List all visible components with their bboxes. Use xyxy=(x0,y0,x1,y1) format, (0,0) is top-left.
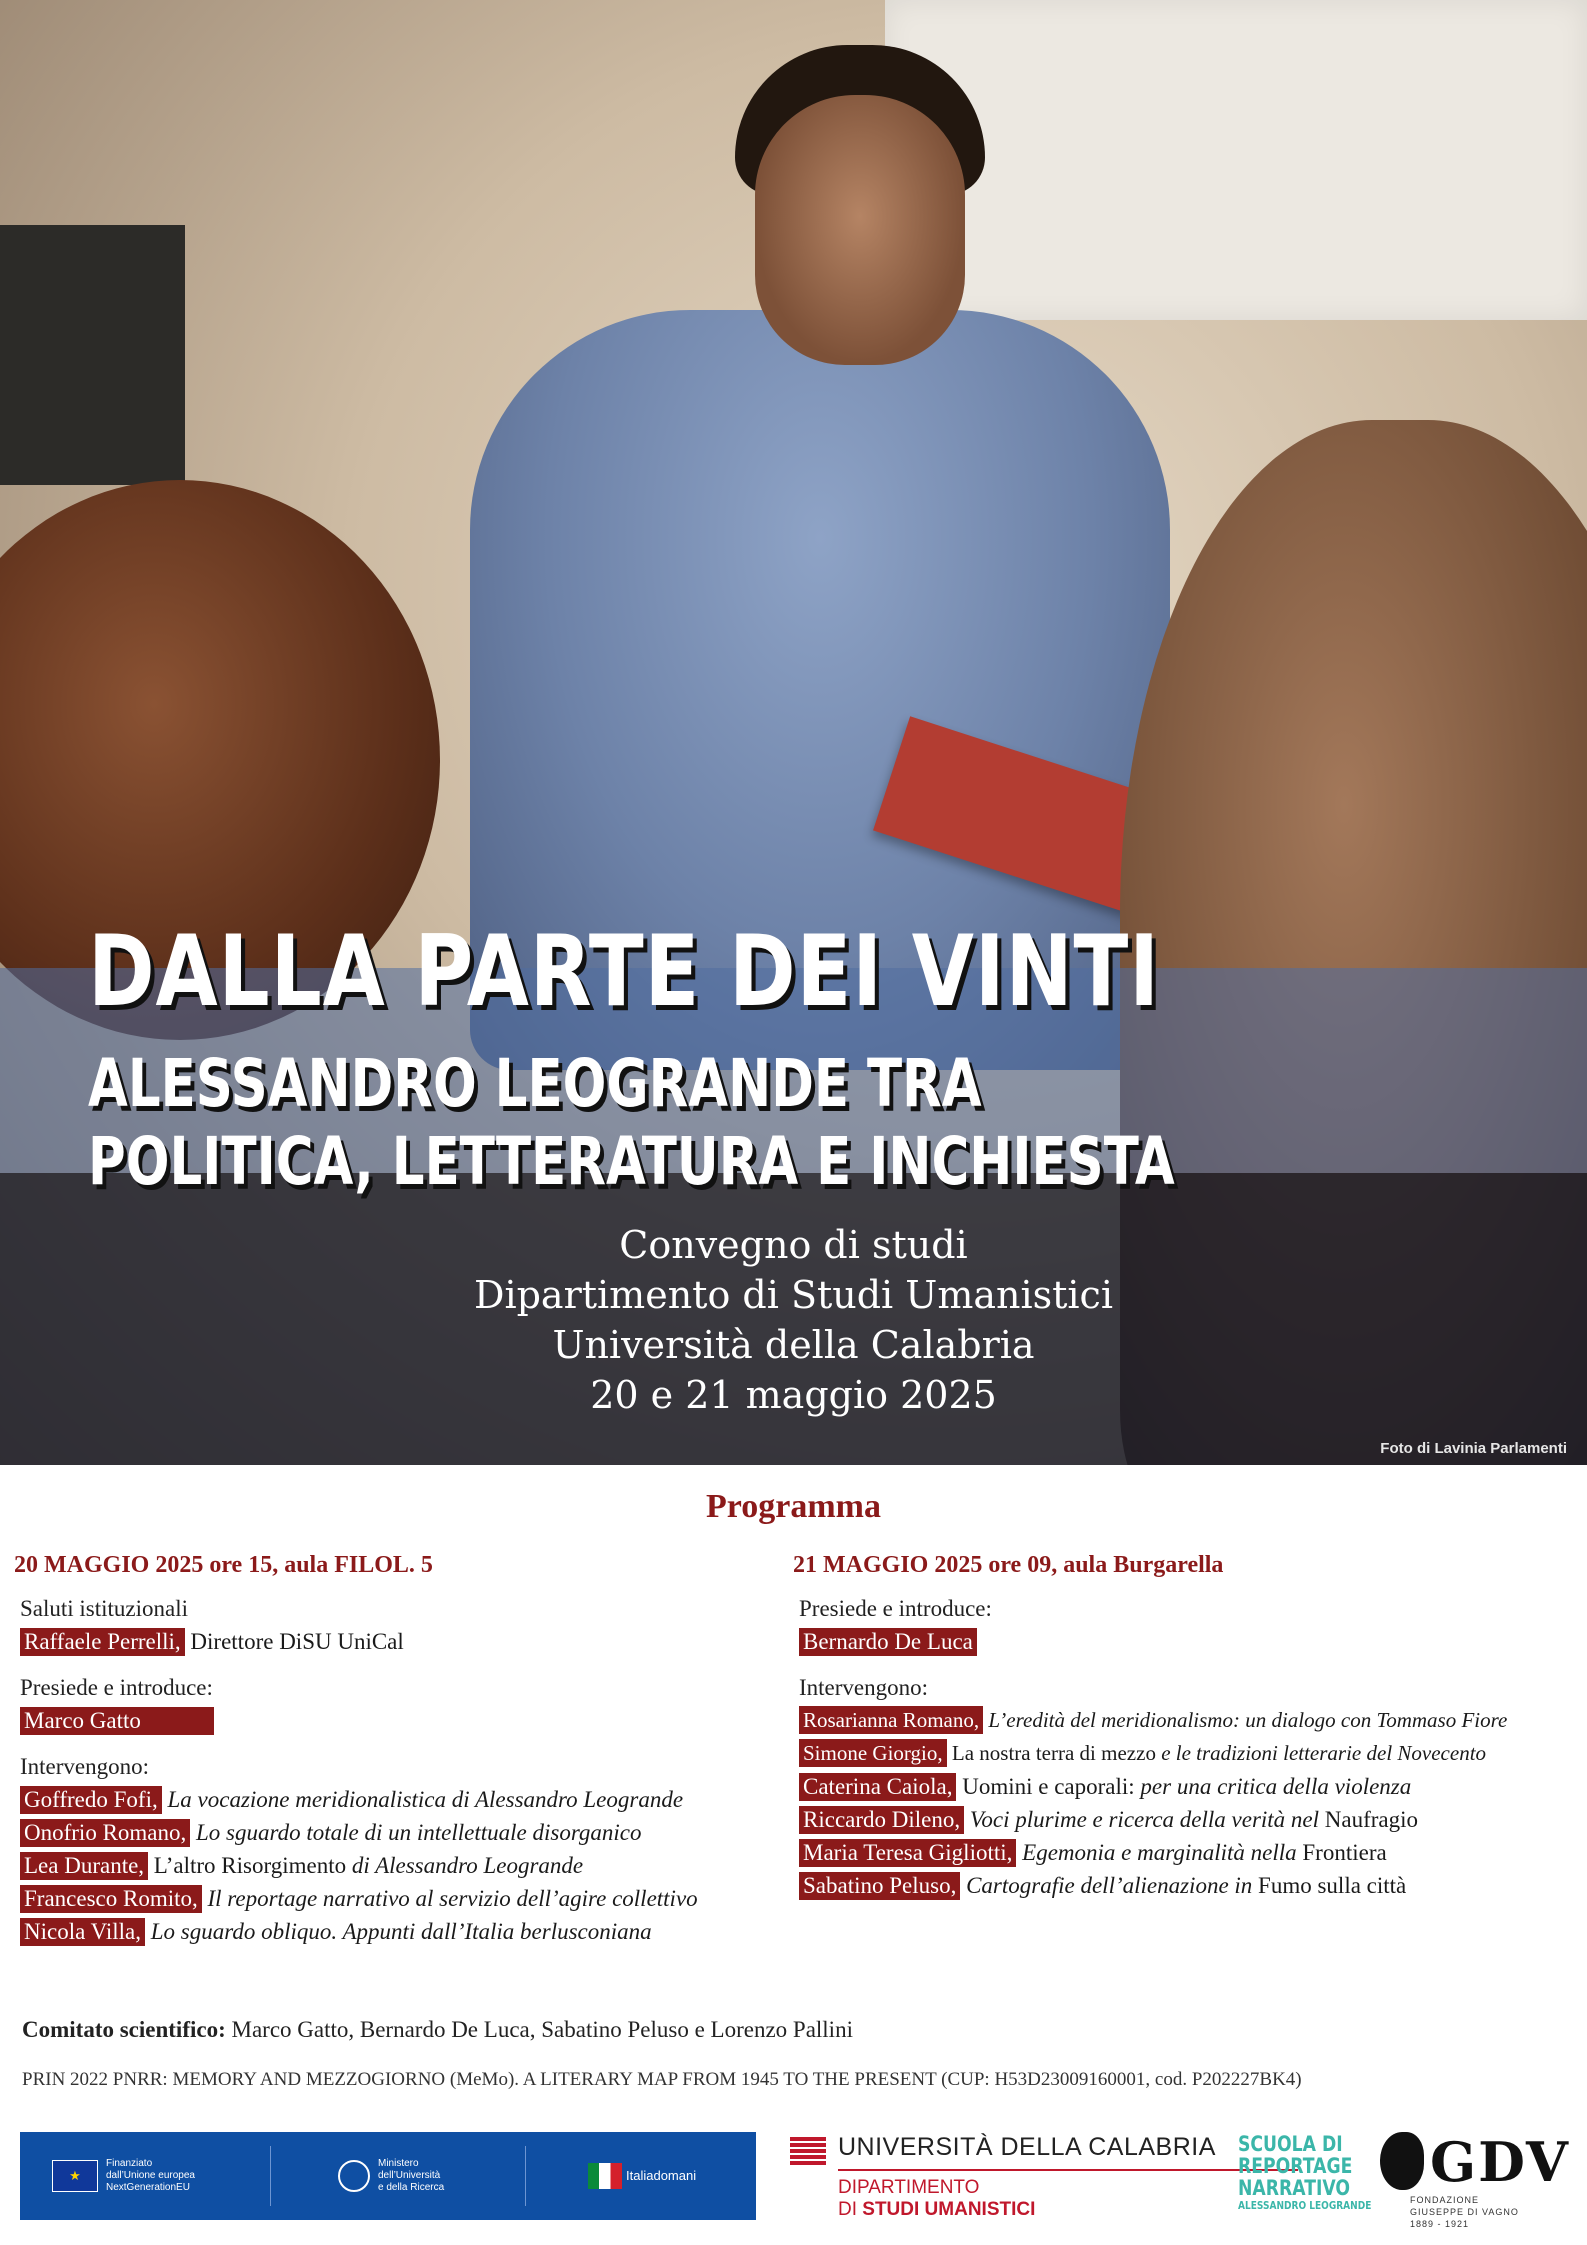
gdv-caption: FONDAZIONE GIUSEPPE DI VAGNO 1889 - 1921 xyxy=(1410,2195,1519,2229)
saluti-row xyxy=(20,1625,774,1658)
profile-silhouette-icon xyxy=(1380,2132,1424,2190)
talk-row xyxy=(20,1783,774,1816)
speaker-name-tag: Raffaele Perrelli, xyxy=(20,1628,185,1656)
talk-row xyxy=(799,1803,1583,1836)
ministero-logo: Ministero dell’Università e della Ricerca xyxy=(338,2132,444,2220)
presiede-row xyxy=(20,1704,774,1737)
program-title: Programma xyxy=(706,1488,881,1525)
day1-column xyxy=(14,1552,774,1948)
talk-row xyxy=(799,1704,1583,1737)
talk-title: Fumo sulla città xyxy=(1258,1873,1407,1898)
chair-name-tag: Marco Gatto xyxy=(20,1707,214,1735)
committee-label: Comitato scientifico: xyxy=(22,2017,226,2042)
talk-row xyxy=(799,1836,1583,1869)
speaker-name-tag: Caterina Caiola, xyxy=(799,1773,956,1801)
committee-members: Marco Gatto, Bernardo De Luca, Sabatino Peluso e Lorenzo Pallini xyxy=(231,2017,853,2042)
speaker-role: Direttore DiSU UniCal xyxy=(190,1629,404,1654)
talk-row xyxy=(20,1915,774,1948)
day2-heading: 21 MAGGIO 2025 ore 09, aula Burgarella xyxy=(793,1552,1224,1578)
talk-title: Frontiera xyxy=(1302,1840,1387,1865)
eu-logo: ★ Finanziato dall’Unione europea NextGenerationEU xyxy=(52,2132,195,2220)
talk-title: Il reportage narrativo al servizio dell’agire collettivo xyxy=(207,1886,698,1911)
talk-row xyxy=(799,1869,1583,1902)
talk-title: Naufragio xyxy=(1324,1807,1419,1832)
talk-row xyxy=(20,1816,774,1849)
photo-credit: Foto di Lavinia Parlamenti xyxy=(1380,1440,1567,1457)
speaker-name-tag: Goffredo Fofi, xyxy=(20,1786,162,1814)
subtitle-line-1: ALESSANDRO LEOGRANDE TRA xyxy=(88,1045,982,1122)
presiede-label: Presiede e introduce: xyxy=(20,1675,213,1700)
talk-title: Lo sguardo totale di un intellettuale disorganico xyxy=(196,1820,642,1845)
speaker-name-tag: Nicola Villa, xyxy=(20,1918,145,1946)
prin-project-line: PRIN 2022 PNRR: MEMORY AND MEZZOGIORNO (MeMo). A LITERARY MAP FROM 1945 TO THE PRESENT (CUP: H53D23009160001, cod. P202227BK4) xyxy=(22,2069,1302,2090)
italiadomani-logo: Italiadomani xyxy=(588,2132,696,2220)
interventi-label: Intervengono: xyxy=(799,1675,929,1700)
speaker-name-tag: Francesco Romito, xyxy=(20,1885,202,1913)
day2-column xyxy=(793,1552,1583,1902)
event-type: Convegno di studi xyxy=(619,1223,968,1267)
projector-screen xyxy=(885,0,1587,320)
talk-title: Uomini e caporali: xyxy=(962,1774,1135,1799)
chair-name-tag: Bernardo De Luca xyxy=(799,1628,977,1656)
title-band-dark xyxy=(0,1173,1587,1465)
subtitle-line-2: POLITICA, LETTERATURA E INCHIESTA xyxy=(88,1123,1175,1200)
unical-name: UNIVERSITÀ DELLA CALABRIA xyxy=(838,2133,1216,2161)
saluti-label: Saluti istituzionali xyxy=(20,1596,189,1621)
talk-title: Lo sguardo obliquo. Appunti dall’Italia berlusconiana xyxy=(150,1919,652,1944)
italy-flag-icon xyxy=(588,2163,622,2189)
eu-flag-icon: ★ xyxy=(52,2160,98,2192)
speaker-face xyxy=(755,95,965,365)
gdv-letters: GDV xyxy=(1430,2130,1570,2194)
speaker-name-tag: Onofrio Romano, xyxy=(20,1819,190,1847)
talk-row xyxy=(20,1882,774,1915)
speaker-name-tag: Lea Durante, xyxy=(20,1852,148,1880)
day1-heading: 20 MAGGIO 2025 ore 15, aula FILOL. 5 xyxy=(14,1552,433,1578)
scientific-committee xyxy=(22,2017,853,2043)
talk-title-italic: Voci plurime e ricerca della verità nel xyxy=(969,1807,1320,1832)
speaker-name-tag: Maria Teresa Gigliotti, xyxy=(799,1839,1016,1867)
presiede-row xyxy=(799,1625,1583,1658)
talk-title-italic: Cartografie dell’alienazione in xyxy=(966,1873,1253,1898)
unical-dept-line2: DI STUDI UMANISTICI xyxy=(838,2199,1036,2220)
talk-title: L’altro Risorgimento xyxy=(153,1853,347,1878)
speaker-name-tag: Sabatino Peluso, xyxy=(799,1872,960,1900)
scuola-reportage-logo: SCUOLA DI REPORTAGE NARRATIVO ALESSANDRO LEOGRANDE xyxy=(1238,2132,1372,2212)
talk-title-italic: per una critica della violenza xyxy=(1140,1774,1412,1799)
speaker-name-tag: Riccardo Dileno, xyxy=(799,1806,964,1834)
presiede-label: Presiede e introduce: xyxy=(799,1596,992,1621)
talk-row xyxy=(799,1770,1583,1803)
speaker-name-tag: Rosarianna Romano, xyxy=(799,1706,983,1734)
talk-title: L’eredità del meridionalismo: un dialogo con Tommaso Fiore xyxy=(988,1708,1508,1732)
event-university: Università della Calabria xyxy=(552,1323,1035,1367)
event-dates: 20 e 21 maggio 2025 xyxy=(590,1373,997,1417)
talk-row xyxy=(20,1849,774,1882)
unical-dept-line1: DIPARTIMENTO xyxy=(838,2177,980,2198)
talk-row xyxy=(799,1737,1583,1770)
talk-title-italic: Egemonia e marginalità nella xyxy=(1022,1840,1297,1865)
talk-title: La nostra terra di mezzo xyxy=(951,1741,1156,1765)
interventi-label: Intervengono: xyxy=(20,1754,150,1779)
republic-emblem-icon xyxy=(338,2160,370,2192)
unical-mark-icon xyxy=(790,2137,826,2167)
blackboard xyxy=(0,225,185,485)
talk-title: La vocazione meridionalistica di Alessandro Leogrande xyxy=(167,1787,684,1812)
speaker-name-tag: Simone Giorgio, xyxy=(799,1739,947,1767)
talk-title-italic: di Alessandro Leogrande xyxy=(351,1853,584,1878)
talk-title-italic: e le tradizioni letterarie del Novecento xyxy=(1161,1741,1487,1765)
event-department: Dipartimento di Studi Umanistici xyxy=(473,1273,1113,1317)
funding-logos-bar xyxy=(20,2132,756,2220)
main-title: DALLA PARTE DEI VINTI xyxy=(88,915,1160,1029)
